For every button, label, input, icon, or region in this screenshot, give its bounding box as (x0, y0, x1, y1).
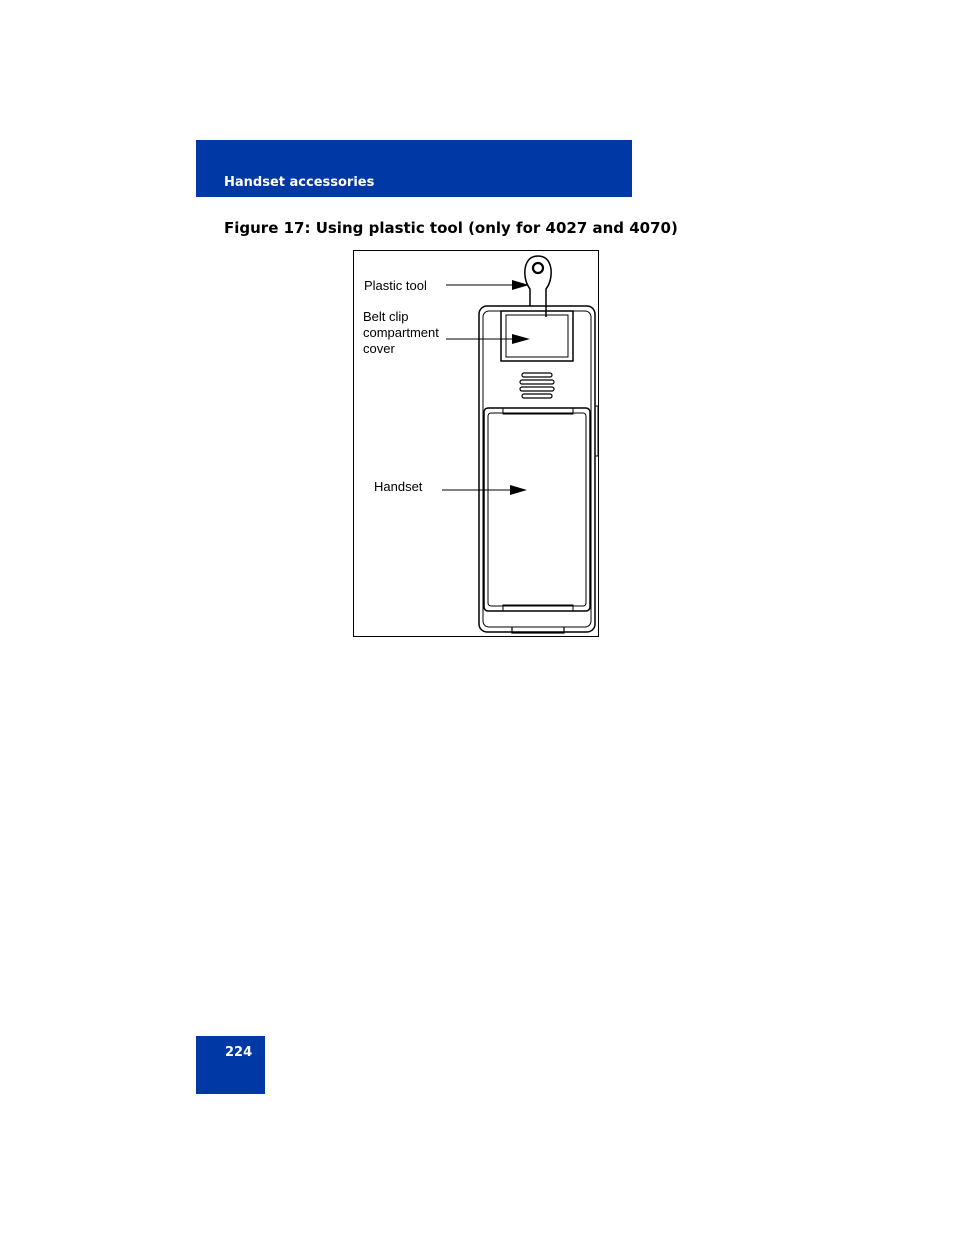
plastic-tool-hole (533, 263, 543, 273)
battery-cover (484, 408, 590, 611)
speaker-grille (520, 373, 554, 398)
callout-belt-clip-line1: Belt clip (363, 309, 409, 324)
belt-clip-cover (501, 311, 573, 361)
figure-frame (353, 250, 599, 637)
page-number: 224 (225, 1045, 253, 1060)
handset-body (479, 306, 595, 632)
callout-plastic-tool: Plastic tool (364, 278, 427, 293)
plastic-tool (525, 256, 551, 317)
figure-caption: Figure 17: Using plastic tool (only for 4027 and 4070) (224, 219, 678, 237)
handset-inner-edge (483, 311, 591, 627)
section-title: Handset accessories (224, 175, 375, 190)
callout-belt-clip-line2: compartment (363, 325, 439, 340)
callout-handset: Handset (374, 479, 423, 494)
callout-belt-clip-line3: cover (363, 341, 395, 356)
page-number-tab (196, 1036, 265, 1094)
callout-belt-clip-cover (363, 309, 439, 357)
section-header-band (196, 140, 632, 197)
battery-cover-inner (488, 413, 586, 606)
